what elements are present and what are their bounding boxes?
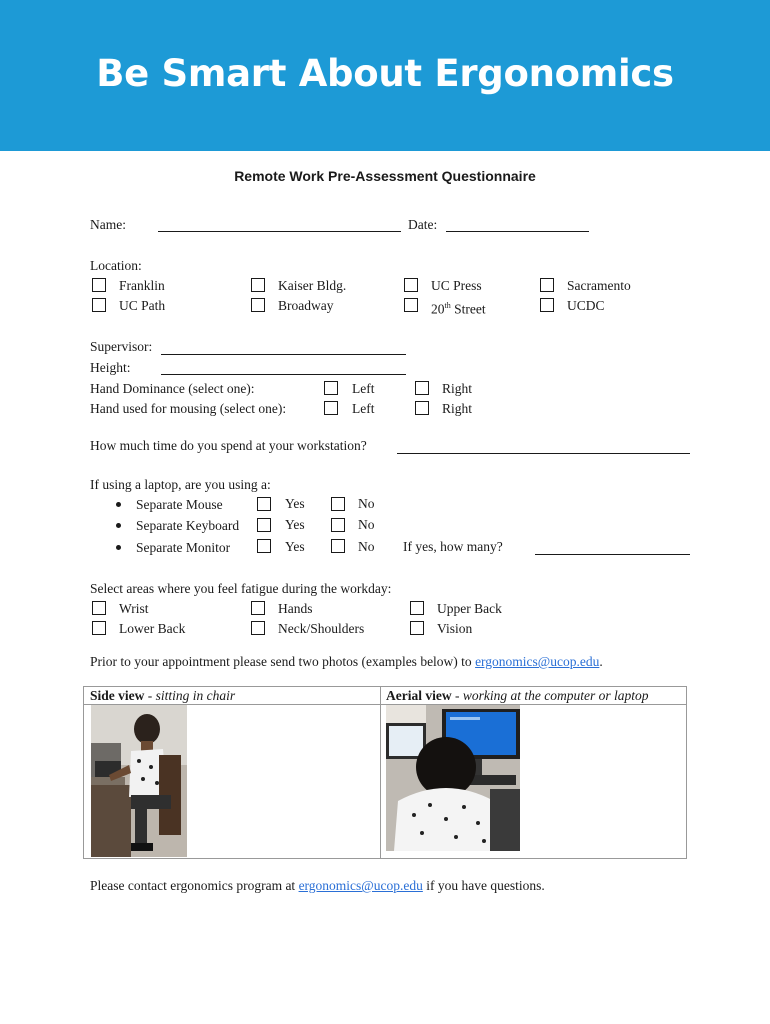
fatigue-neck-shoulders-label: Neck/Shoulders <box>278 621 365 636</box>
fatigue-vision-checkbox[interactable] <box>410 621 424 635</box>
location-ucpress-checkbox[interactable] <box>404 278 418 292</box>
location-sacramento-label: Sacramento <box>567 278 631 293</box>
form-subtitle: Remote Work Pre-Assessment Questionnaire <box>234 168 536 184</box>
bullet-icon <box>116 523 121 528</box>
side-view-caption: Side view - sitting in chair <box>90 688 236 703</box>
fatigue-hands-label: Hands <box>278 601 313 616</box>
location-ucdc-checkbox[interactable] <box>540 298 554 312</box>
bullet-icon <box>116 502 121 507</box>
separate-keyboard-no-checkbox[interactable] <box>331 518 345 532</box>
table-divider <box>380 687 381 858</box>
hand-mousing-right-label: Right <box>442 401 473 416</box>
hand-dominance-left-checkbox[interactable] <box>324 381 338 395</box>
date-field[interactable] <box>446 231 589 232</box>
fatigue-wrist-checkbox[interactable] <box>92 601 106 615</box>
aerial-view-photo <box>386 705 520 851</box>
separate-monitor-yes-label: Yes <box>285 539 305 554</box>
separate-mouse-yes-checkbox[interactable] <box>257 497 271 511</box>
separate-monitor-label: Separate Monitor <box>136 540 231 555</box>
height-label: Height: <box>90 360 131 375</box>
separate-mouse-no-label: No <box>358 496 375 511</box>
hand-dominance-label: Hand Dominance (select one): <box>90 381 255 396</box>
photo-instructions: Prior to your appointment please send two photos (examples below) to ergonomics@ucop.edu. <box>90 654 603 669</box>
contact-email-link[interactable]: ergonomics@ucop.edu <box>298 878 423 893</box>
location-kaiser-label: Kaiser Bldg. <box>278 278 347 293</box>
supervisor-label: Supervisor: <box>90 339 153 354</box>
fatigue-label: Select areas where you feel fatigue during the workday: <box>90 581 392 596</box>
location-broadway-label: Broadway <box>278 298 334 313</box>
location-ucpath-checkbox[interactable] <box>92 298 106 312</box>
photo-examples-table <box>83 686 687 859</box>
height-field[interactable] <box>161 374 406 375</box>
separate-keyboard-yes-checkbox[interactable] <box>257 518 271 532</box>
date-label: Date: <box>408 217 438 232</box>
location-ucpress-label: UC Press <box>431 278 482 293</box>
location-franklin-checkbox[interactable] <box>92 278 106 292</box>
fatigue-hands-checkbox[interactable] <box>251 601 265 615</box>
separate-keyboard-yes-label: Yes <box>285 517 305 532</box>
separate-monitor-yes-checkbox[interactable] <box>257 539 271 553</box>
page-title: Be Smart About Ergonomics <box>96 52 674 95</box>
location-kaiser-checkbox[interactable] <box>251 278 265 292</box>
laptop-label: If using a laptop, are you using a: <box>90 477 271 492</box>
contact-text: Please contact ergonomics program at ergonomics@ucop.edu if you have questions. <box>90 878 545 893</box>
location-broadway-checkbox[interactable] <box>251 298 265 312</box>
fatigue-lower-back-checkbox[interactable] <box>92 621 106 635</box>
separate-keyboard-no-label: No <box>358 517 375 532</box>
fatigue-lower-back-label: Lower Back <box>119 621 186 636</box>
location-ucpath-label: UC Path <box>119 298 166 313</box>
hand-dominance-left-label: Left <box>352 381 375 396</box>
fatigue-upper-back-label: Upper Back <box>437 601 502 616</box>
hand-mousing-right-checkbox[interactable] <box>415 401 429 415</box>
fatigue-wrist-label: Wrist <box>119 601 149 616</box>
separate-keyboard-label: Separate Keyboard <box>136 518 240 533</box>
separate-mouse-yes-label: Yes <box>285 496 305 511</box>
side-view-illustration <box>91 705 187 857</box>
hand-mousing-label: Hand used for mousing (select one): <box>90 401 287 416</box>
bullet-icon <box>116 545 121 550</box>
fatigue-upper-back-checkbox[interactable] <box>410 601 424 615</box>
location-20th-street-checkbox[interactable] <box>404 298 418 312</box>
location-sacramento-checkbox[interactable] <box>540 278 554 292</box>
hand-dominance-right-checkbox[interactable] <box>415 381 429 395</box>
separate-mouse-label: Separate Mouse <box>136 497 223 512</box>
location-20th-street-label: 20th Street <box>431 301 486 317</box>
fatigue-neck-shoulders-checkbox[interactable] <box>251 621 265 635</box>
name-label: Name: <box>90 217 126 232</box>
fatigue-vision-label: Vision <box>437 621 473 636</box>
location-ucdc-label: UCDC <box>567 298 605 313</box>
monitor-count-label: If yes, how many? <box>403 539 503 554</box>
separate-monitor-no-label: No <box>358 539 375 554</box>
separate-monitor-no-checkbox[interactable] <box>331 539 345 553</box>
separate-mouse-no-checkbox[interactable] <box>331 497 345 511</box>
aerial-view-caption: Aerial view - working at the computer or laptop <box>386 688 649 703</box>
hand-dominance-right-label: Right <box>442 381 473 396</box>
aerial-view-illustration <box>386 705 520 851</box>
location-label: Location: <box>90 258 142 273</box>
supervisor-field[interactable] <box>161 354 406 355</box>
name-field[interactable] <box>158 231 401 232</box>
hand-mousing-left-checkbox[interactable] <box>324 401 338 415</box>
monitor-count-field[interactable] <box>535 554 690 555</box>
location-franklin-label: Franklin <box>119 278 165 293</box>
workstation-time-field[interactable] <box>397 453 690 454</box>
header-banner <box>0 0 770 151</box>
workstation-time-label: How much time do you spend at your workstation? <box>90 438 367 453</box>
ergonomics-email-link[interactable]: ergonomics@ucop.edu <box>475 654 600 669</box>
side-view-photo <box>91 705 187 857</box>
hand-mousing-left-label: Left <box>352 401 375 416</box>
